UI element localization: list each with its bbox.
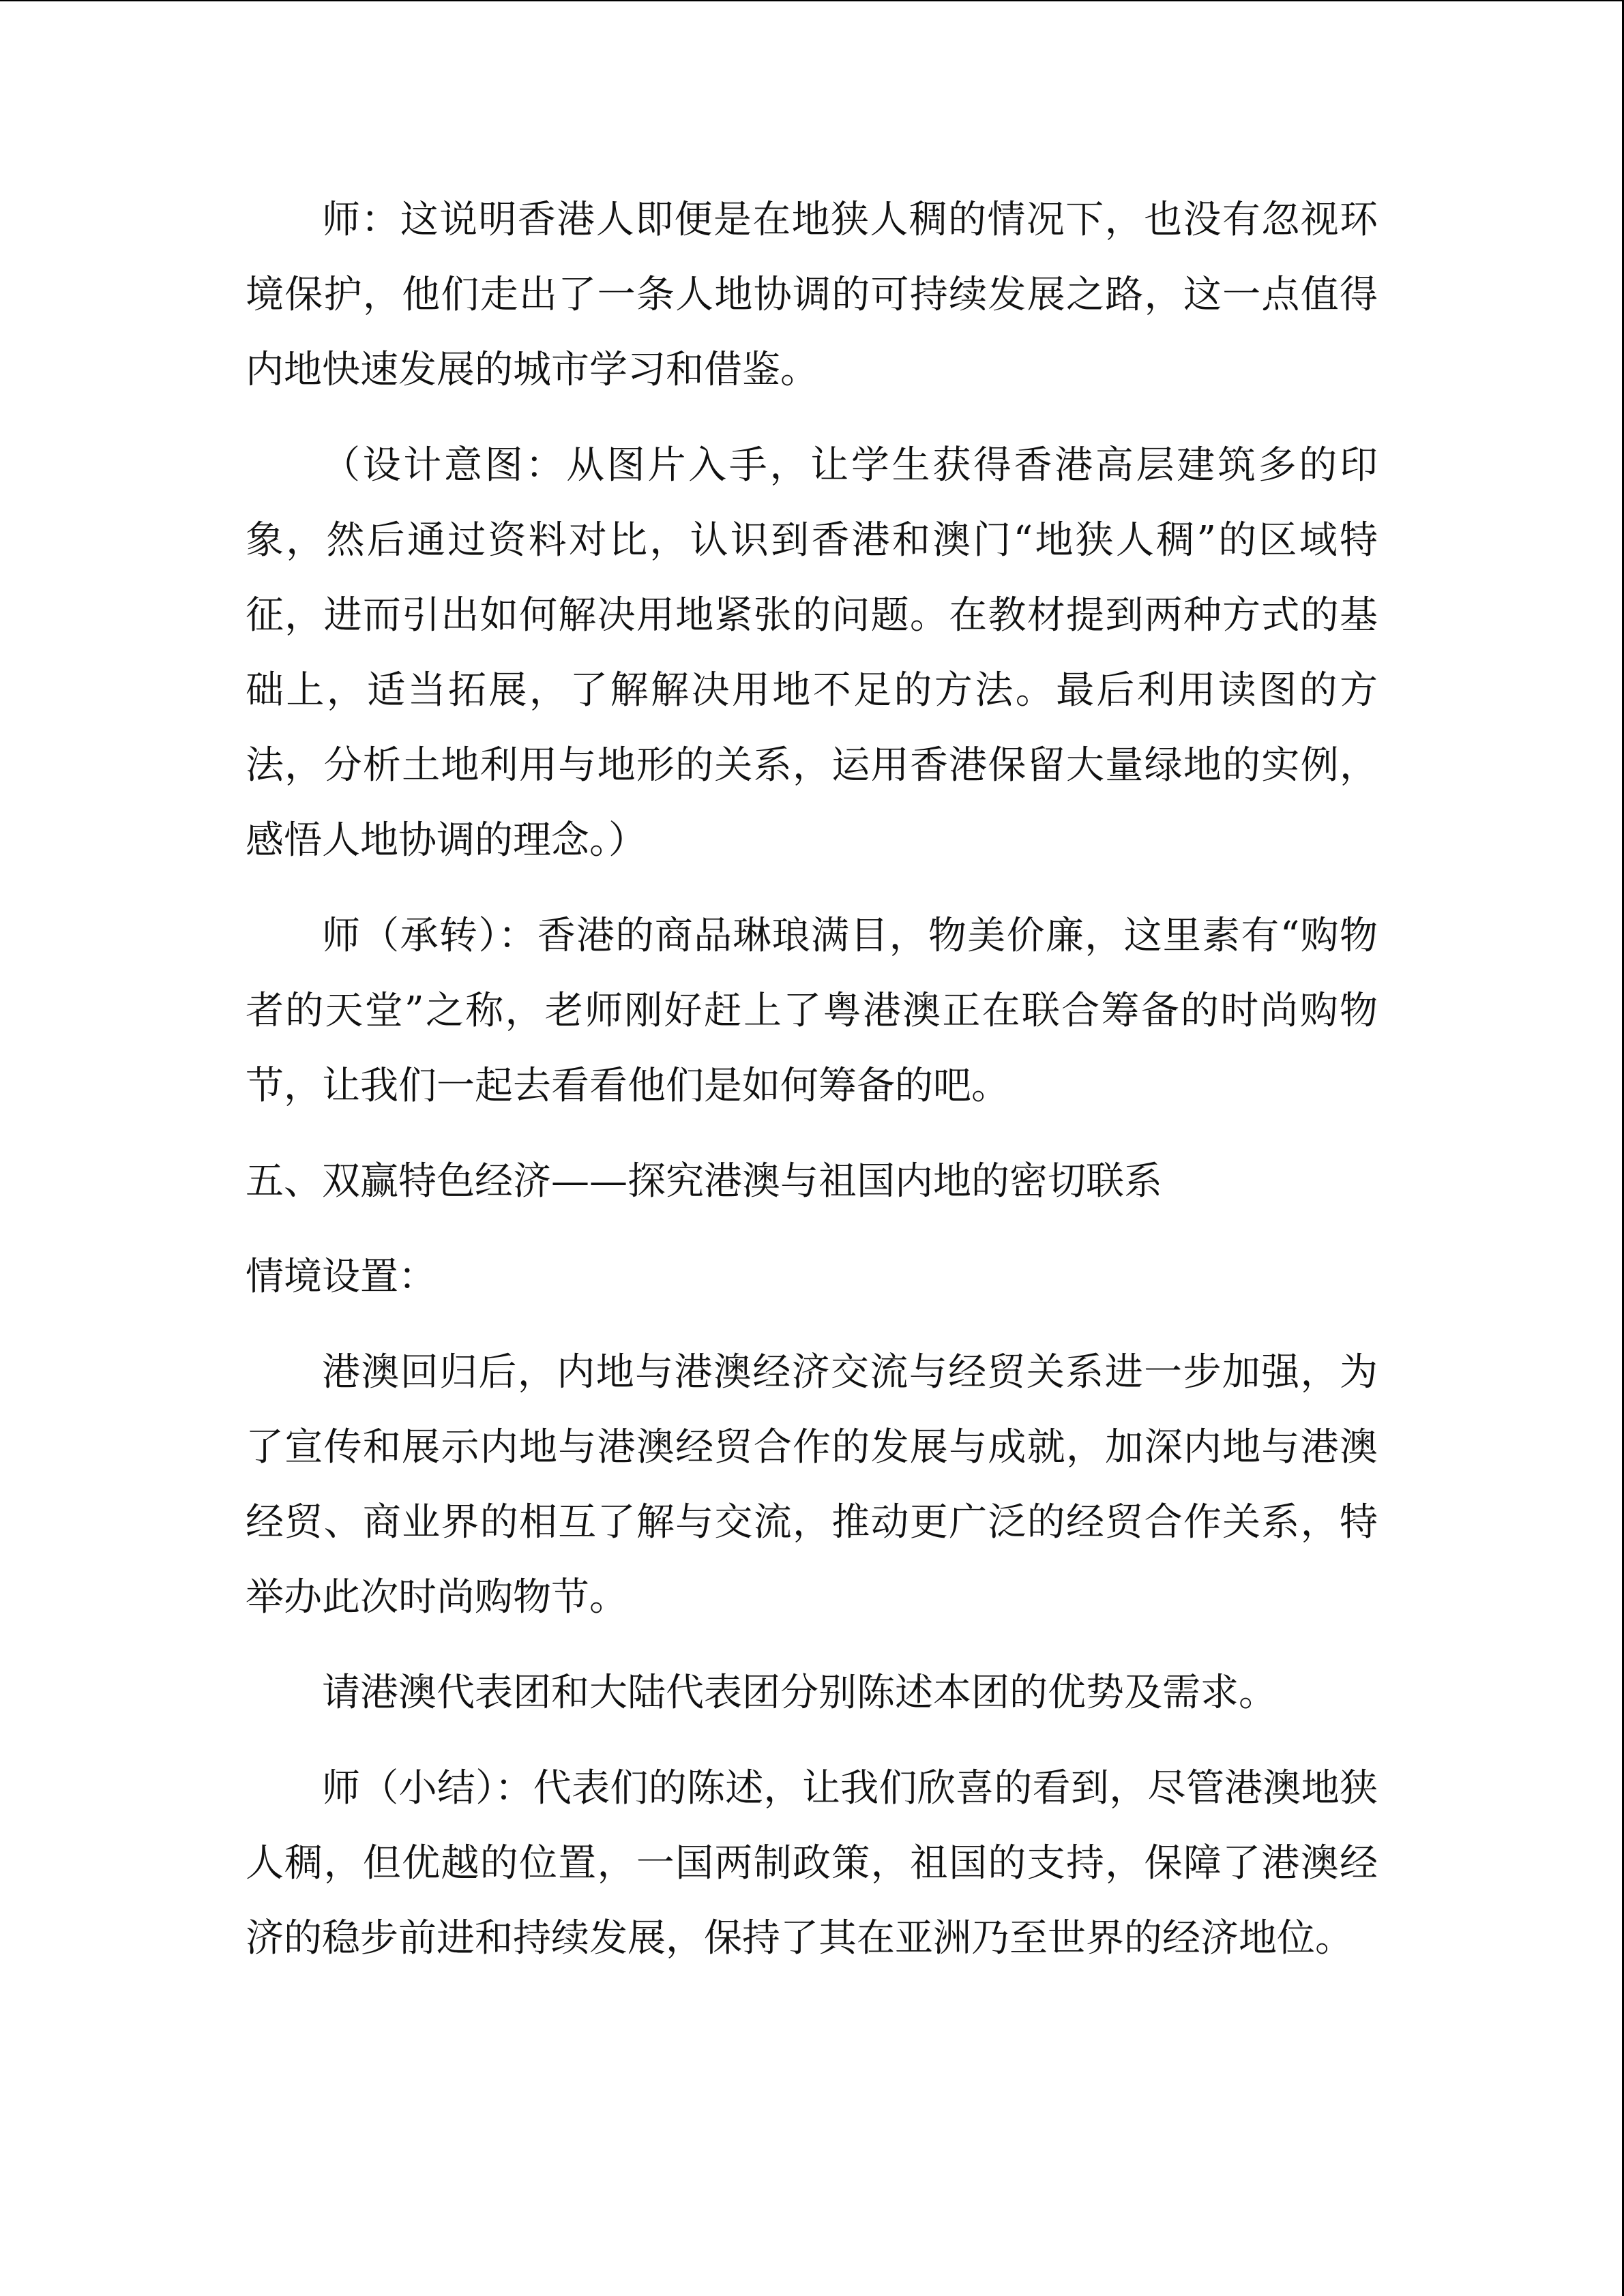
page-top-border [0, 0, 1624, 1]
paragraph-delegations: 请港澳代表团和大陆代表团分别陈述本团的优势及需求。 [322, 1671, 1277, 1715]
paragraph-teacher-environment: 师：这说明香港人即便是在地狭人稠的情况下，也没有忽视环境保护，他们走出了一条人地协调的可持续发展之路，这一点值得内地快速发展的城市学习和借鉴。 [246, 198, 1378, 392]
paragraph-teacher-transition: 师（承转）：香港的商品琳琅满目，物美价廉，这里素有“购物者的天堂”之称，老师刚好赶上了粤港澳正在联合筹备的时尚购物节，让我们一起去看看他们是如何筹备的吧。 [246, 914, 1378, 1108]
scenario-label: 情境设置： [246, 1255, 437, 1299]
section-heading: 五、双赢特色经济——探究港澳与祖国内地的密切联系 [246, 1159, 1162, 1204]
document-body [246, 183, 1378, 1997]
paragraph-teacher-summary: 师（小结）：代表们的陈述，让我们欣喜的看到，尽管港澳地狭人稠，但优越的位置，一国两制政策，祖国的支持，保障了港澳经济的稳步前进和持续发展，保持了其在亚洲乃至世界的经济地位。 [246, 1766, 1378, 1960]
paragraph-design-intent: （设计意图：从图片入手，让学生获得香港高层建筑多的印象，然后通过资料对比，认识到香港和澳门“地狭人稠”的区域特征，进而引出如何解决用地紧张的问题。在教材提到两种方式的基础上，适当拓展，了解解决用地不足的方法。最后利用读图的方法，分析土地利用与地形的关系，运用香港保留大量绿地的实例，感悟人地协调的理念。） [246, 443, 1378, 863]
paragraph-scenario-text: 港澳回归后，内地与港澳经济交流与经贸关系进一步加强，为了宣传和展示内地与港澳经贸合作的发展与成就，加深内地与港澳经贸、商业界的相互了解与交流，推动更广泛的经贸合作关系，特举办此次时尚购物节。 [246, 1350, 1378, 1620]
